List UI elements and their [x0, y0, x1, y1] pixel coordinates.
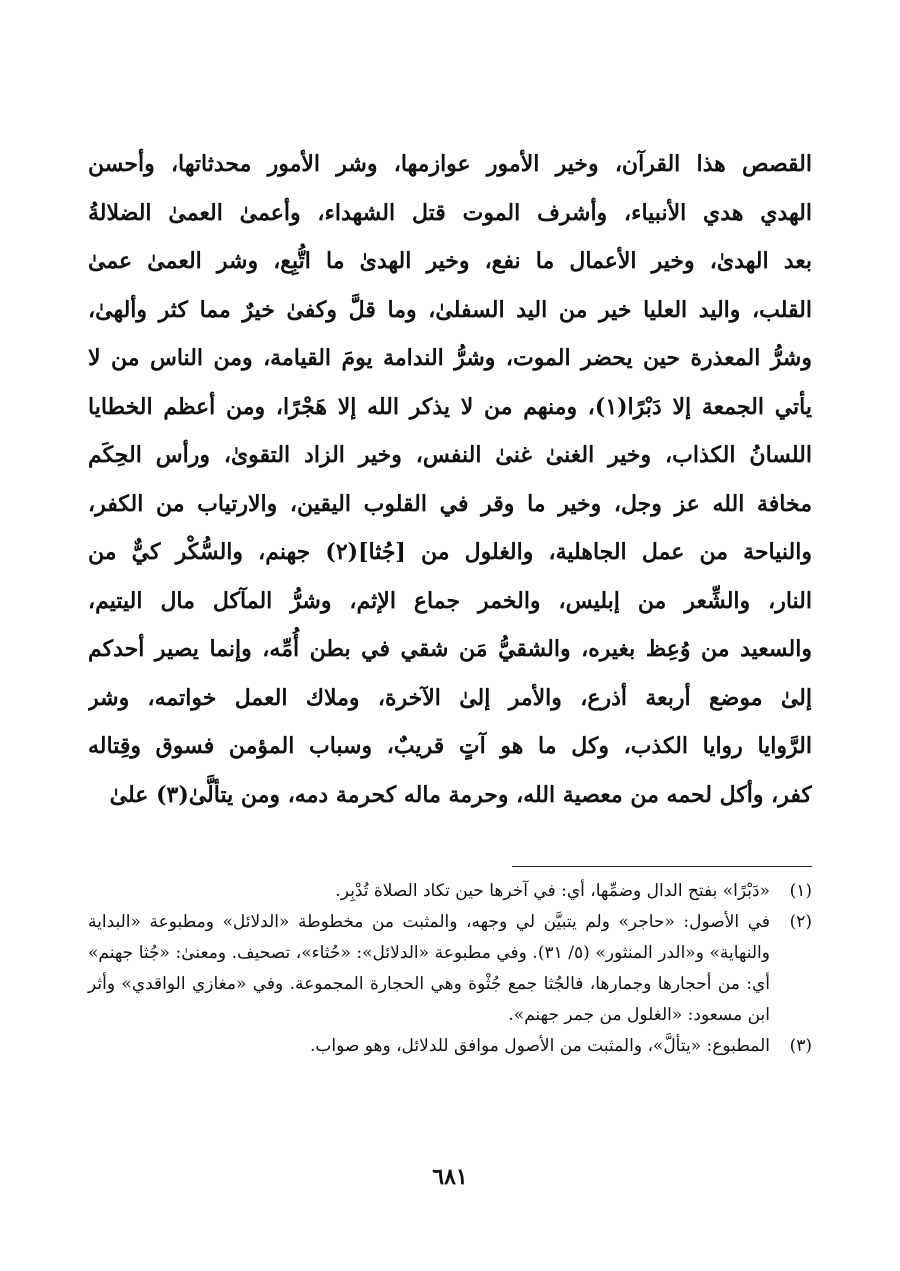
- text-line: إلىٰ موضع أربعة أذرع، والأمر إلىٰ الآخرة، وملاك العمل خواتمه، وشر: [88, 684, 812, 711]
- footnote-number: (٣): [789, 1036, 812, 1056]
- text-line: والسعيد من وُعِظ بغيره، والشقيُّ مَن شقي في بطن أُمِّه، وإنما يصير أحدكم: [88, 636, 812, 662]
- footnote-divider: [512, 866, 812, 867]
- text-line: يأتي الجمعة إلا دَبْرًا(١)، ومنهم من لا يذكر الله إلا هَجْرًا، ومن أعظم الخطايا: [88, 393, 812, 420]
- text-line: والنياحة من عمل الجاهلية، والغلول من [جُثا](٢) جهنم، والسُّكْر كيٌّ من: [88, 539, 812, 565]
- text-line: وشرُّ المعذرة حين يحضر الموت، وشرُّ الندامة يومَ القيامة، ومن الناس من لا: [88, 345, 812, 371]
- footnote-3: [88, 1031, 812, 1062]
- footnote-text: في الأصول: «حاجر» ولم يتبيَّن لي وجهه، والمثبت من مخطوطة «الدلائل» ومطبوعة «البداية والنهاية» و«الدر المنثور» (٥/ ٣١). وفي مطبوعة «الدلائل»: «حُثاء»، تصحيف. ومعنىٰ: «جُثا جهنم» أي: من أحجارها وجمارها، فالجُثا جمع جُثْوة وهي الحجارة المجموعة. وفي «مغازي الواقدي» وأثر ابن مسعود: «الغلول من جمر جهنم».: [88, 912, 770, 1025]
- footnotes: [88, 876, 812, 1062]
- text-line: مخافة الله عز وجل، وخير ما وقر في القلوب اليقين، والارتياب من الكفر،: [88, 490, 812, 517]
- main-text: [88, 140, 812, 819]
- footnote-text: المطبوع: «يتألَّ»، والمثبت من الأصول موافق للدلائل، وهو صواب.: [309, 1036, 770, 1056]
- text-line: بعد الهدىٰ، وخير الأعمال ما نفع، وخير الهدىٰ ما اتُّبِع، وشر العمىٰ عمىٰ: [88, 248, 812, 274]
- footnote-1: [88, 876, 812, 907]
- text-line: القصص هذا القرآن، وخير الأمور عوازمها، وشر الأمور محدثاتها، وأحسن: [88, 151, 812, 177]
- footnote-number: (٢): [789, 912, 812, 932]
- text-line: القلب، واليد العليا خير من اليد السفلىٰ، وما قلَّ وكفىٰ خيرٌ مما كثر وألهىٰ،: [88, 296, 812, 323]
- text-line: الرَّوايا روايا الكذب، وكل ما هو آتٍ قريبٌ، وسباب المؤمن فسوق وقِتاله: [88, 733, 812, 759]
- text-line: اللسانُ الكذاب، وخير الغنىٰ غنىٰ النفس، وخير الزاد التقوىٰ، ورأس الحِكَم: [88, 442, 812, 468]
- page-number: ٦٨١: [432, 1164, 468, 1190]
- text-line: الهدي هدي الأنبياء، وأشرف الموت قتل الشهداء، وأعمىٰ العمىٰ الضلالةُ: [88, 199, 812, 226]
- footnote-number: (١): [789, 881, 812, 901]
- text-line: النار، والشِّعر من إبليس، والخمر جماع الإثم، وشرُّ المآكل مال اليتيم،: [88, 587, 812, 614]
- text-line: كفر، وأكل لحمه من معصية الله، وحرمة ماله كحرمة دمه، ومن يتألَّىٰ(٣) علىٰ: [109, 781, 812, 808]
- footnote-text: «دَبْرًا» بفتح الدال وضمِّها، أي: في آخرها حين تكاد الصلاة تُدْبِر.: [335, 881, 770, 901]
- footnote-2: [88, 907, 812, 1031]
